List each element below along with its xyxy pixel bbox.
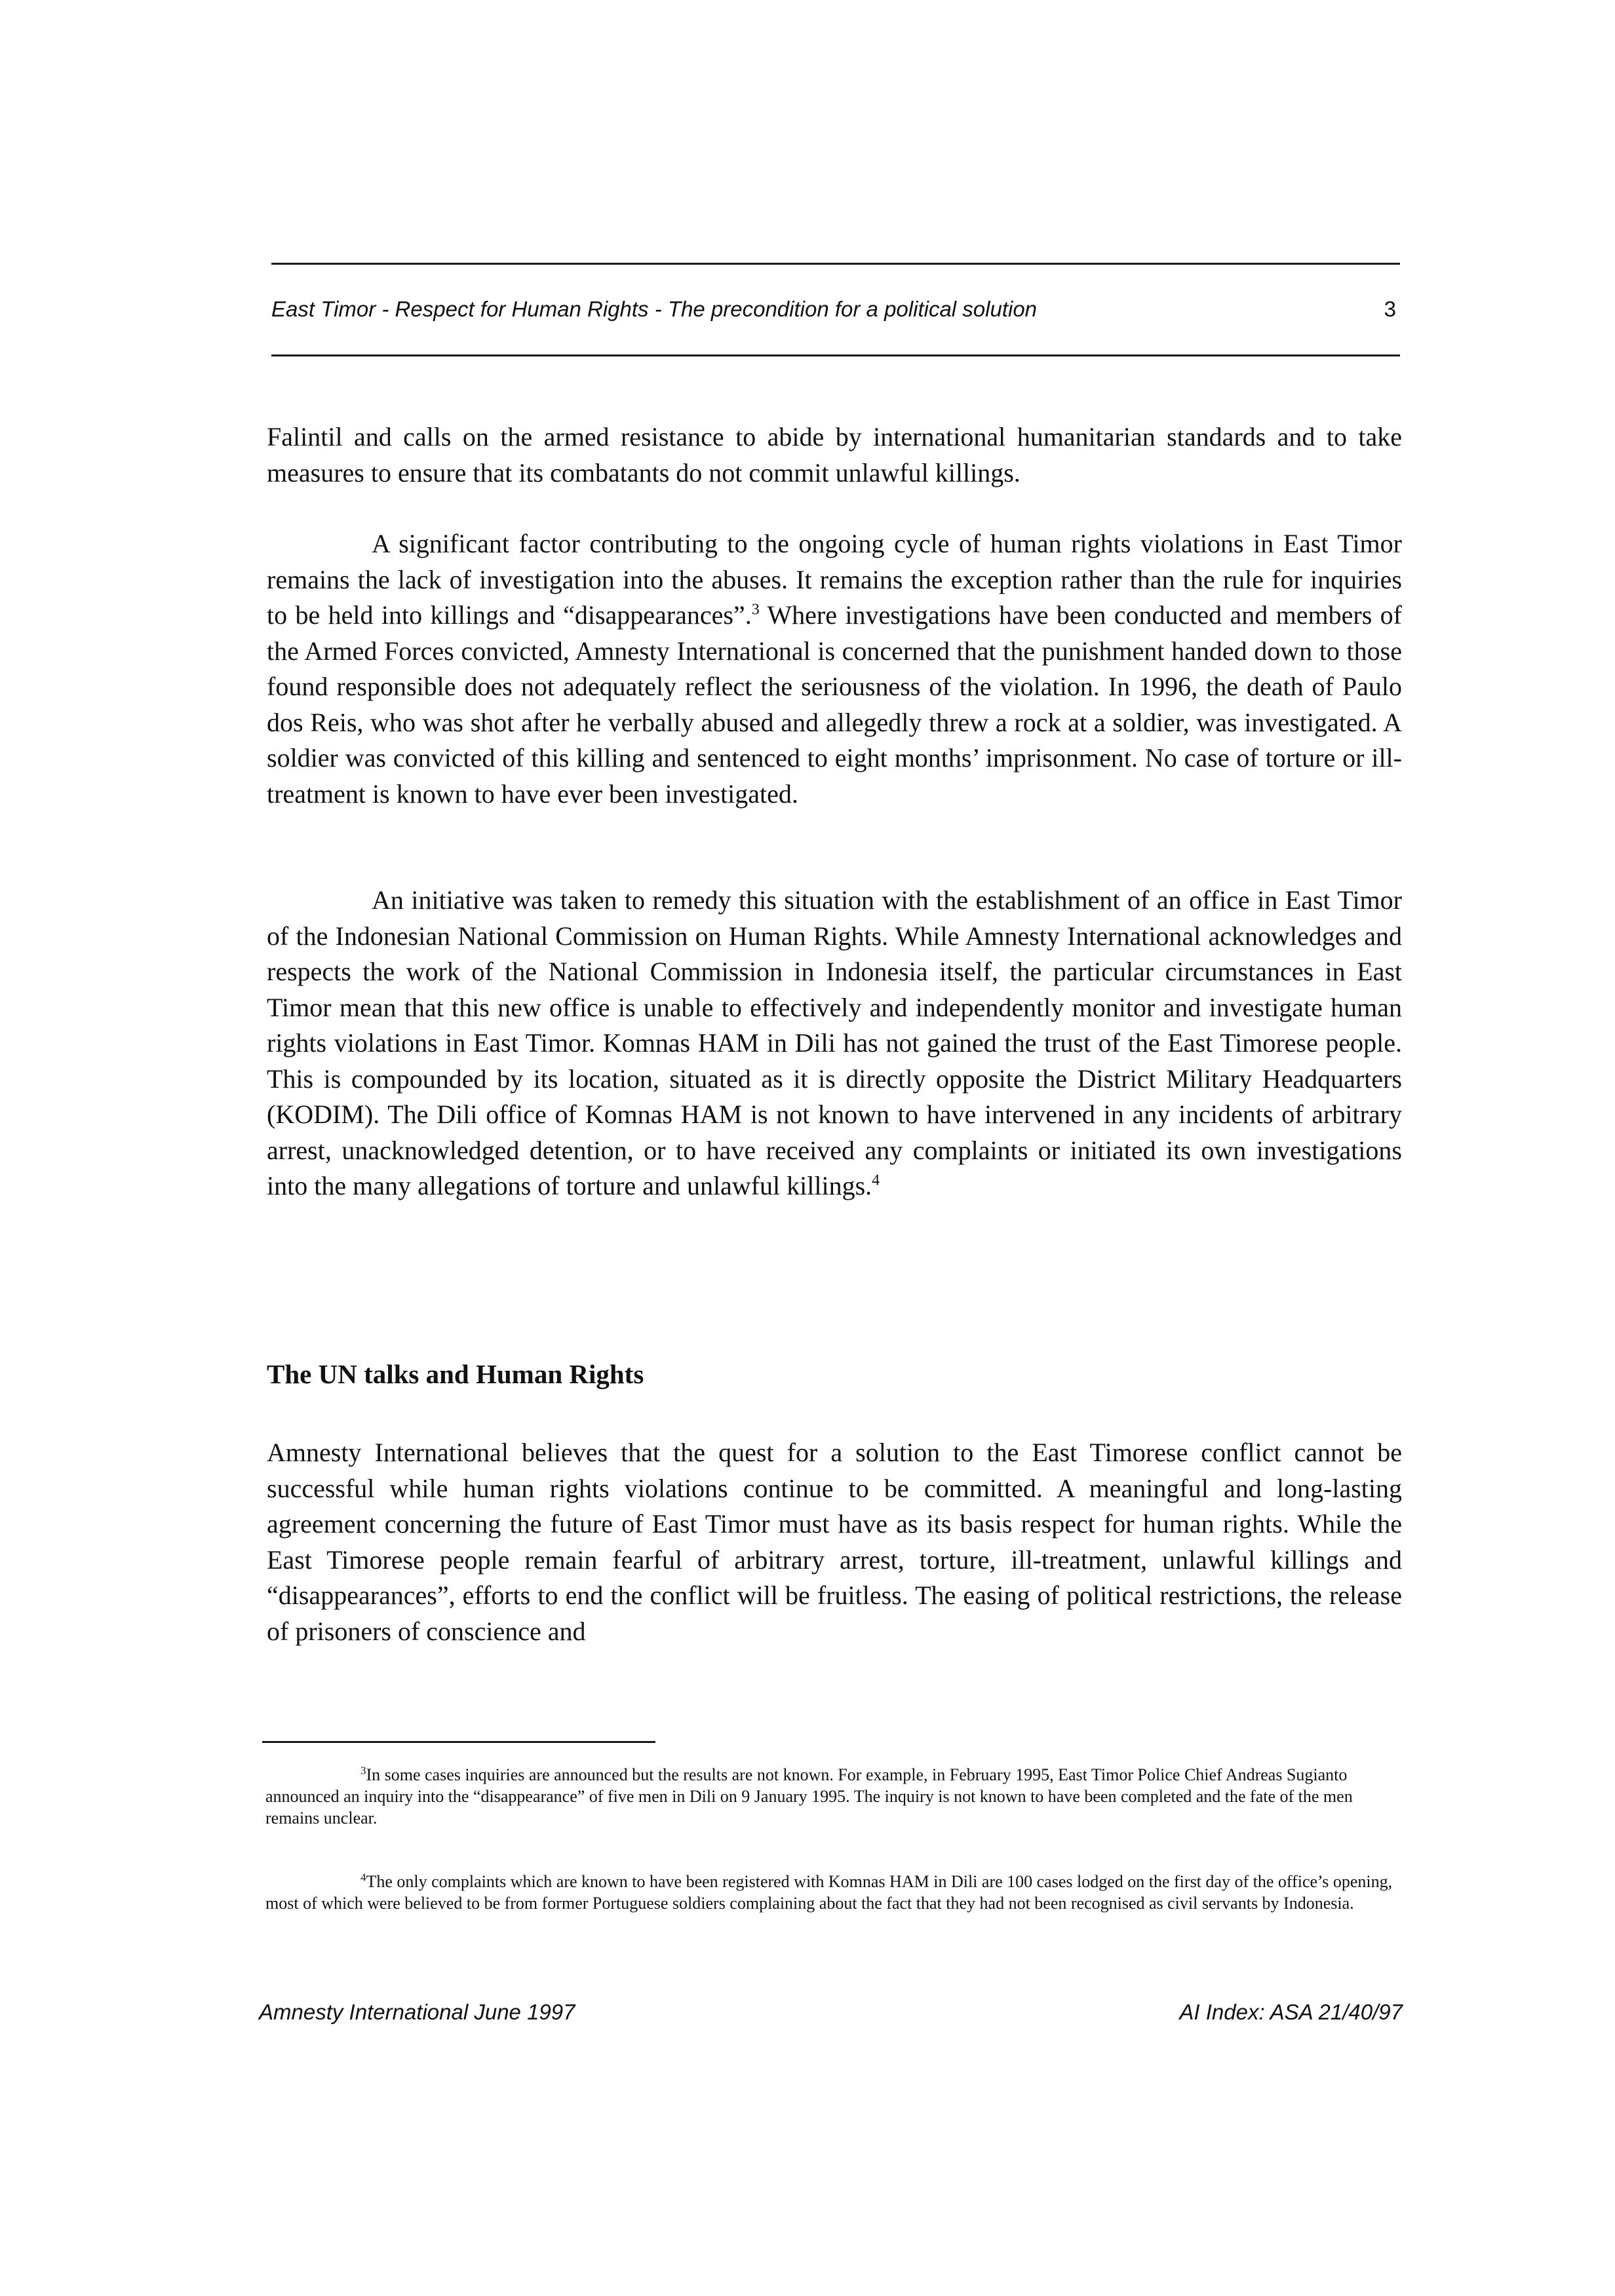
footnote-text: The only complaints which are known to have been registered with Komnas HAM in Dili are 100 cases lodged on the first day of the office’s opening, most of which were believed to be from former Portuguese soldiers complaining about the fact that they had not been recognised as civil servants by Indonesia.: [265, 1872, 1393, 1913]
footnote-number: 4: [360, 1871, 366, 1884]
paragraph-text: An initiative was taken to remedy this situation with the establishment of an office in East Timor of the Indonesian National Commission on Human Rights. While Amnesty International acknowledges and respects the work of the National Commission in Indonesia itself, the particular circumstances in East Timor mean that this new office is unable to effectively and independently monitor and investigate human rights violations in East Timor. Komnas HAM in Dili has not gained the trust of the East Timorese people. This is compounded by its location, situated as it is directly opposite the District Military Headquarters (KODIM). The Dili office of Komnas HAM is not known to have intervened in any incidents of arbitrary arrest, unacknowledged detention, or to have received any complaints or initiated its own investigations into the many allegations of torture and unlawful killings.: [267, 885, 1402, 1200]
section-heading: The UN talks and Human Rights: [267, 1359, 644, 1389]
header-title: East Timor - Respect for Human Rights - The precondition for a political solution: [271, 297, 1038, 321]
body-paragraph-3: [267, 883, 1402, 1204]
running-header: [271, 292, 1400, 326]
section-paragraph: [267, 1435, 1402, 1649]
footer-publisher: Amnesty International June 1997: [259, 2000, 575, 2024]
page-number: 3: [1384, 297, 1396, 321]
running-footer: [259, 1995, 1403, 2029]
header-top-rule: [271, 263, 1400, 265]
header-bottom-rule: [271, 354, 1400, 356]
footnote-4: [265, 1871, 1393, 1914]
paragraph-text: Falintil and calls on the armed resistance to abide by international humanitarian standards and to take measures to ensure that its combatants do not commit unlawful killings.: [267, 422, 1402, 488]
footer-index: AI Index: ASA 21/40/97: [1179, 2000, 1403, 2024]
paragraph-text: A significant factor contributing to the ongoing cycle of human rights violations in East Timor remains the lack of investigation into the abuses. It remains the exception rather than the rule for inquiries to be held into killings and “disappearances”.: [267, 529, 1402, 630]
paragraph-text: Amnesty International believes that the quest for a solution to the East Timorese conflict cannot be successful while human rights violations continue to be committed. A meaningful and long-lasting agreement concerning the future of East Timor must have as its basis respect for human rights. While the East Timorese people remain fearful of arbitrary arrest, torture, ill-treatment, unlawful killings and “disappearances”, efforts to end the conflict will be fruitless. The easing of political restrictions, the release of prisoners of conscience and: [267, 1438, 1402, 1646]
footnote-text: In some cases inquiries are announced but the results are not known. For example, in February 1995, East Timor Police Chief Andreas Sugianto announced an inquiry into the “disappearance” of five men in Dili on 9 January 1995. The inquiry is not known to have been completed and the fate of the men remains unclear.: [265, 1765, 1353, 1827]
paragraph-text-continued: Where investigations have been conducted and members of the Armed Forces convicted, Amnesty International is concerned that the punishment handed down to those found responsible does not adequately reflect the seriousness of the violation. In 1996, the death of Paulo dos Reis, who was shot after he verbally abused and allegedly threw a rock at a soldier, was investigated. A soldier was convicted of this killing and sentenced to eight months’ imprisonment. No case of torture or ill-treatment is known to have ever been investigated.: [267, 600, 1402, 809]
body-paragraph-1: [267, 419, 1402, 491]
footnote-number: 3: [360, 1764, 366, 1777]
footnote-3: [265, 1764, 1393, 1829]
footnote-ref-4: 4: [872, 1172, 880, 1189]
footnote-separator: [262, 1741, 655, 1743]
footnote-ref-3: 3: [751, 601, 760, 619]
body-paragraph-2: [267, 526, 1402, 812]
